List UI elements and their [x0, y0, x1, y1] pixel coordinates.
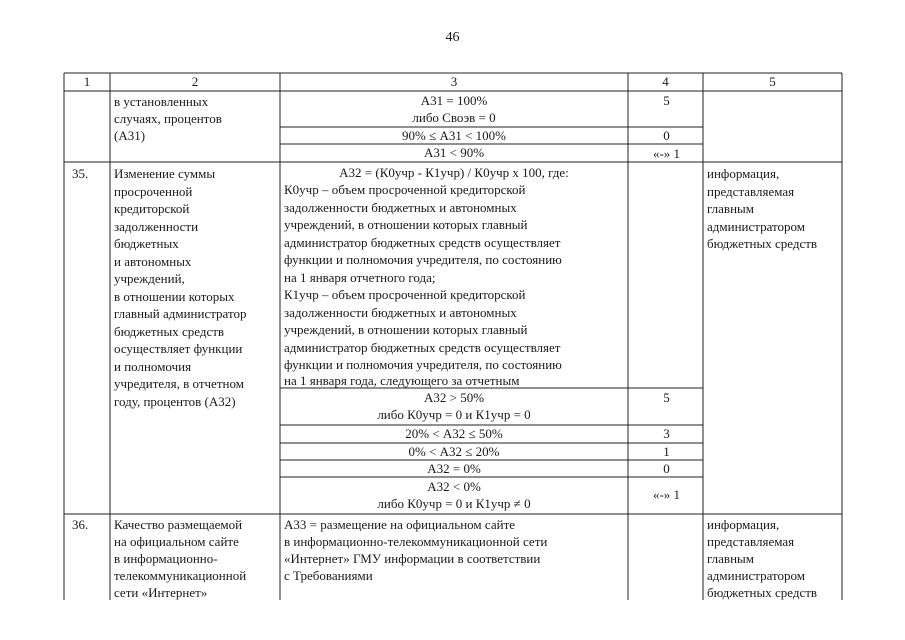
formula-line: учреждений, в отношении которых главный [284, 217, 528, 232]
criterion-score: 0 [663, 128, 670, 143]
source-line: главным [707, 551, 754, 566]
criterion-formula: либо К0учр = 0 и К1учр ≠ 0 [377, 496, 531, 511]
source-line: бюджетных средств [707, 585, 818, 600]
indicator-name-line: на официальном сайте [114, 534, 239, 549]
criterion-formula: 20% < А32 ≤ 50% [405, 426, 503, 441]
formula-line: А33 = размещение на официальном сайте [284, 517, 516, 532]
indicator-name-line: учреждений, [114, 271, 185, 286]
formula-line: задолженности бюджетных и автономных [284, 200, 517, 215]
source-line: главным [707, 201, 754, 216]
row-number: 35. [72, 166, 89, 181]
formula-line: К0учр – объем просроченной кредиторской [284, 182, 526, 197]
source-line: администратором [707, 219, 806, 234]
criterion-formula: 0% < А32 ≤ 20% [408, 444, 500, 459]
criterion-formula: либо Своэв = 0 [412, 110, 496, 125]
indicator-name-line: сети «Интернет» [114, 585, 208, 600]
row-number: 36. [72, 517, 89, 532]
indicator-name-line: осуществляет функции [114, 341, 243, 356]
indicator-name-line: Качество размещаемой [114, 517, 243, 532]
criterion-score: 5 [663, 390, 670, 405]
indicator-name-line: и автономных [114, 254, 192, 269]
header-cell-2: 2 [191, 74, 199, 89]
formula-line: с Требованиями [284, 568, 373, 583]
indicator-name-line: в отношении которых [114, 289, 235, 304]
header-cell-1: 1 [83, 74, 91, 89]
header-cell-3: 3 [450, 74, 458, 89]
formula-line: учреждений, в отношении которых главный [284, 322, 528, 337]
criterion-formula: А32 < 0% [427, 479, 481, 494]
indicator-name-line: просроченной [114, 184, 193, 199]
indicator-name-line: учредителя, в отчетном [114, 376, 244, 391]
formula-line: администратор бюджетных средств осуществляет [284, 235, 561, 250]
header-cell-5: 5 [769, 74, 776, 89]
indicator-name-line: (А31) [114, 128, 146, 143]
indicator-name-line: случаях, процентов [114, 111, 222, 126]
source-line: информация, [707, 517, 780, 532]
formula-line: «Интернет» ГМУ информации в соответствии [284, 551, 541, 566]
source-line: бюджетных средств [707, 236, 818, 251]
criterion-formula: А32 > 50% [423, 390, 485, 405]
criterion-score: 1 [663, 444, 670, 459]
indicator-name-line: и полномочия [114, 359, 192, 374]
formula-line: функции и полномочия учредителя, по состоянию [284, 252, 562, 267]
criterion-formula: А32 = 0% [427, 461, 481, 476]
source-line: представляемая [707, 184, 795, 199]
criterion-score: 5 [663, 93, 670, 108]
indicator-name-line: задолженности [114, 219, 199, 234]
page-number: 46 [445, 30, 460, 45]
indicator-name-line: бюджетных средств [114, 324, 225, 339]
criterion-score: 0 [663, 461, 670, 476]
header-cell-4: 4 [662, 74, 669, 89]
formula-line: в информационно-телекоммуникационной сети [284, 534, 548, 549]
formula-line: на 1 января года, следующего за отчетным [284, 373, 520, 388]
formula-line: задолженности бюджетных и автономных [284, 305, 517, 320]
formula-line: К1учр – объем просроченной кредиторской [284, 287, 526, 302]
criterion-formula: либо К0учр = 0 и К1учр = 0 [377, 407, 531, 422]
indicator-name-line: Изменение суммы [114, 166, 216, 181]
formula-line: на 1 января отчетного года; [284, 270, 436, 285]
criterion-score: 3 [663, 426, 670, 441]
indicator-name-line: в информационно- [114, 551, 218, 566]
indicator-name-line: бюджетных [114, 236, 179, 251]
criterion-score: «-» 1 [652, 146, 681, 161]
source-line: представляемая [707, 534, 795, 549]
indicator-name-line: году, процентов (А32) [114, 394, 236, 409]
indicator-name-line: в установленных [114, 94, 209, 109]
criterion-score: «-» 1 [652, 487, 681, 502]
formula-line: функции и полномочия учредителя, по состоянию [284, 357, 562, 372]
formula-title: А32 = (К0учр - К1учр) / К0учр x 100, где: [339, 165, 569, 180]
criterion-formula: А31 = 100% [420, 93, 488, 108]
indicator-name-line: кредиторской [114, 201, 190, 216]
indicator-name-line: телекоммуникационной [114, 568, 247, 583]
source-line: информация, [707, 166, 780, 181]
formula-line: администратор бюджетных средств осуществляет [284, 340, 561, 355]
criterion-formula: А31 < 90% [423, 145, 485, 160]
source-line: администратором [707, 568, 806, 583]
criterion-formula: 90% ≤ А31 < 100% [401, 128, 506, 143]
indicator-name-line: главный администратор [114, 306, 247, 321]
